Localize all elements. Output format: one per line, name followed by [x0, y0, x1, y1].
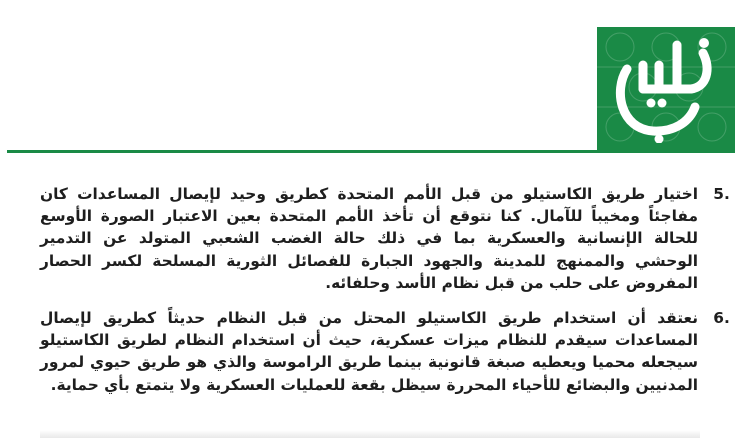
next-line-fragment [40, 430, 700, 438]
paragraph-number: 6. [713, 309, 730, 328]
bayan-calligraphy-icon [607, 35, 725, 143]
numbered-paragraph [40, 183, 730, 294]
paragraph-text: نعتقد أن استخدام طريق الكاستيلو المحتل من قبل النظام حديثاً كطريق لإيصال المساعدات سيقدم للنظام ميزات عسكرية، حيث أن استخدام النظام لطريق الكاستيلو سيجعله محميا ويعطيه صبغة قانونية بينما طريق الراموسة والذي هو طريق حيوي لمرور المدنيين والبضائع للأحياء المحررة سيظل بقعة للعمليات العسكرية ولا يتمتع بأي حماية. [40, 309, 698, 394]
paragraph-text: اختيار طريق الكاستيلو من قبل الأمم المتحدة كطريق وحيد لإيصال المساعدات كان مفاجئاً ومخيباً للآمال. كنا نتوقع أن تأخذ الأمم المتحدة بعين الاعتبار الصورة الأوسع للحالة الإنسانية والعسكرية بما في ذلك حالة الغضب الشعبي المتولد عن التدمير الوحشي والممنهج للمدينة والجهود الجبارة للفصائل الثورية المسلحة لكسر الحصار المفروض على حلب من قبل نظام الأسد وحلفائه. [40, 185, 698, 292]
bayan-logo [597, 27, 735, 151]
paragraph-number: 5. [713, 185, 730, 203]
statement-body [40, 183, 730, 409]
header-divider [7, 150, 735, 153]
numbered-paragraph [40, 307, 730, 396]
